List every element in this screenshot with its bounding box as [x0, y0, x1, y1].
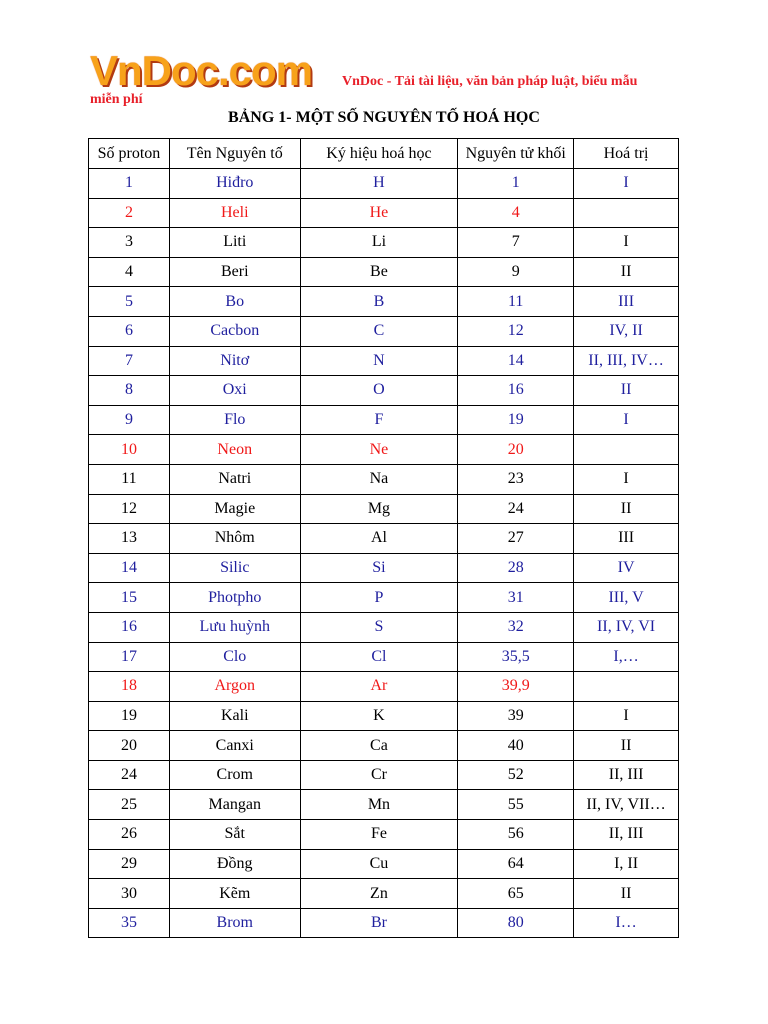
cell-atomic-mass: 23: [458, 464, 574, 494]
cell-symbol: Cr: [300, 760, 458, 790]
cell-name: Beri: [169, 257, 300, 287]
cell-proton: 19: [89, 701, 170, 731]
cell-name: Clo: [169, 642, 300, 672]
cell-name: Natri: [169, 464, 300, 494]
table-row: [89, 553, 679, 583]
cell-symbol: Be: [300, 257, 458, 287]
cell-valence: II, III: [574, 760, 679, 790]
table-row: [89, 849, 679, 879]
table-row: [89, 642, 679, 672]
cell-valence: II, IV, VII…: [574, 790, 679, 820]
cell-valence: I: [574, 405, 679, 435]
cell-proton: 17: [89, 642, 170, 672]
cell-atomic-mass: 31: [458, 583, 574, 613]
cell-name: Heli: [169, 198, 300, 228]
cell-atomic-mass: 56: [458, 820, 574, 850]
table-row: [89, 908, 679, 938]
cell-valence: II, III: [574, 820, 679, 850]
table-row: [89, 524, 679, 554]
cell-proton: 3: [89, 228, 170, 258]
cell-name: Photpho: [169, 583, 300, 613]
column-header-symbol: Ký hiệu hoá học: [300, 139, 458, 169]
cell-valence: III, V: [574, 583, 679, 613]
cell-name: Magie: [169, 494, 300, 524]
cell-symbol: Ca: [300, 731, 458, 761]
cell-valence: [574, 672, 679, 702]
cell-symbol: H: [300, 169, 458, 199]
cell-valence: II, III, IV…: [574, 346, 679, 376]
cell-symbol: Mg: [300, 494, 458, 524]
cell-proton: 10: [89, 435, 170, 465]
cell-atomic-mass: 52: [458, 760, 574, 790]
cell-proton: 15: [89, 583, 170, 613]
cell-atomic-mass: 64: [458, 849, 574, 879]
cell-name: Mangan: [169, 790, 300, 820]
table-row: [89, 169, 679, 199]
cell-symbol: Ar: [300, 672, 458, 702]
cell-atomic-mass: 1: [458, 169, 574, 199]
cell-name: Silic: [169, 553, 300, 583]
cell-proton: 26: [89, 820, 170, 850]
cell-valence: III: [574, 287, 679, 317]
cell-name: Liti: [169, 228, 300, 258]
cell-name: Oxi: [169, 376, 300, 406]
cell-proton: 18: [89, 672, 170, 702]
cell-symbol: C: [300, 316, 458, 346]
table-row: [89, 464, 679, 494]
cell-atomic-mass: 40: [458, 731, 574, 761]
table-row: [89, 731, 679, 761]
cell-proton: 13: [89, 524, 170, 554]
cell-name: Canxi: [169, 731, 300, 761]
column-header-name: Tên Nguyên tố: [169, 139, 300, 169]
cell-atomic-mass: 20: [458, 435, 574, 465]
cell-valence: I: [574, 701, 679, 731]
cell-valence: I…: [574, 908, 679, 938]
cell-atomic-mass: 14: [458, 346, 574, 376]
table-row: [89, 287, 679, 317]
cell-name: Argon: [169, 672, 300, 702]
cell-proton: 30: [89, 879, 170, 909]
cell-valence: I,…: [574, 642, 679, 672]
table-row: [89, 198, 679, 228]
cell-proton: 20: [89, 731, 170, 761]
cell-name: Kali: [169, 701, 300, 731]
cell-proton: 25: [89, 790, 170, 820]
cell-proton: 14: [89, 553, 170, 583]
table-row: [89, 583, 679, 613]
cell-atomic-mass: 19: [458, 405, 574, 435]
cell-proton: 35: [89, 908, 170, 938]
table-row: [89, 376, 679, 406]
cell-symbol: Al: [300, 524, 458, 554]
cell-symbol: Br: [300, 908, 458, 938]
cell-name: Neon: [169, 435, 300, 465]
cell-valence: [574, 435, 679, 465]
cell-proton: 12: [89, 494, 170, 524]
cell-valence: II: [574, 376, 679, 406]
cell-proton: 4: [89, 257, 170, 287]
cell-proton: 16: [89, 612, 170, 642]
cell-proton: 24: [89, 760, 170, 790]
cell-atomic-mass: 28: [458, 553, 574, 583]
cell-valence: [574, 198, 679, 228]
table-row: [89, 879, 679, 909]
cell-valence: II: [574, 494, 679, 524]
column-header-atomic-mass: Nguyên tử khối: [458, 139, 574, 169]
cell-symbol: N: [300, 346, 458, 376]
cell-name: Đồng: [169, 849, 300, 879]
cell-name: Lưu huỳnh: [169, 612, 300, 642]
cell-name: Cacbon: [169, 316, 300, 346]
cell-name: Kẽm: [169, 879, 300, 909]
cell-name: Brom: [169, 908, 300, 938]
cell-symbol: Si: [300, 553, 458, 583]
cell-valence: II: [574, 879, 679, 909]
table-row: [89, 790, 679, 820]
cell-valence: I: [574, 169, 679, 199]
cell-atomic-mass: 32: [458, 612, 574, 642]
cell-name: Nitơ: [169, 346, 300, 376]
cell-proton: 2: [89, 198, 170, 228]
table-title: BẢNG 1- MỘT SỐ NGUYÊN TỐ HOÁ HỌC: [228, 109, 540, 126]
table-row: [89, 435, 679, 465]
cell-atomic-mass: 24: [458, 494, 574, 524]
cell-atomic-mass: 16: [458, 376, 574, 406]
cell-symbol: S: [300, 612, 458, 642]
table-row: [89, 701, 679, 731]
cell-valence: I: [574, 464, 679, 494]
header-tagline: VnDoc - Tải tài liệu, văn bản pháp luật, biểu mẫu: [342, 74, 638, 89]
cell-proton: 1: [89, 169, 170, 199]
cell-valence: IV: [574, 553, 679, 583]
table-header-row: [89, 139, 679, 169]
cell-atomic-mass: 65: [458, 879, 574, 909]
table-row: [89, 672, 679, 702]
cell-valence: II: [574, 731, 679, 761]
cell-symbol: Cu: [300, 849, 458, 879]
cell-symbol: B: [300, 287, 458, 317]
cell-atomic-mass: 7: [458, 228, 574, 258]
cell-symbol: Ne: [300, 435, 458, 465]
cell-atomic-mass: 4: [458, 198, 574, 228]
cell-atomic-mass: 27: [458, 524, 574, 554]
cell-name: Flo: [169, 405, 300, 435]
cell-name: Sắt: [169, 820, 300, 850]
cell-symbol: Li: [300, 228, 458, 258]
cell-name: Hiđro: [169, 169, 300, 199]
cell-valence: III: [574, 524, 679, 554]
table-row: [89, 612, 679, 642]
cell-atomic-mass: 12: [458, 316, 574, 346]
cell-name: Nhôm: [169, 524, 300, 554]
table-row: [89, 760, 679, 790]
cell-proton: 7: [89, 346, 170, 376]
table-row: [89, 494, 679, 524]
table-row: [89, 346, 679, 376]
cell-valence: I: [574, 228, 679, 258]
vndoc-logo[interactable]: VnDoc.com: [90, 47, 313, 94]
cell-valence: II: [574, 257, 679, 287]
cell-proton: 5: [89, 287, 170, 317]
cell-symbol: Mn: [300, 790, 458, 820]
cell-valence: IV, II: [574, 316, 679, 346]
cell-atomic-mass: 39: [458, 701, 574, 731]
table-row: [89, 316, 679, 346]
table-row: [89, 820, 679, 850]
table-row: [89, 257, 679, 287]
cell-symbol: K: [300, 701, 458, 731]
cell-symbol: O: [300, 376, 458, 406]
cell-atomic-mass: 39,9: [458, 672, 574, 702]
table-row: [89, 228, 679, 258]
column-header-valence: Hoá trị: [574, 139, 679, 169]
cell-proton: 6: [89, 316, 170, 346]
cell-proton: 11: [89, 464, 170, 494]
cell-symbol: F: [300, 405, 458, 435]
cell-symbol: Zn: [300, 879, 458, 909]
cell-name: Bo: [169, 287, 300, 317]
cell-atomic-mass: 80: [458, 908, 574, 938]
cell-atomic-mass: 11: [458, 287, 574, 317]
cell-proton: 29: [89, 849, 170, 879]
cell-atomic-mass: 9: [458, 257, 574, 287]
cell-proton: 8: [89, 376, 170, 406]
cell-symbol: Cl: [300, 642, 458, 672]
column-header-proton: Số proton: [89, 139, 170, 169]
cell-valence: II, IV, VI: [574, 612, 679, 642]
cell-proton: 9: [89, 405, 170, 435]
cell-name: Crom: [169, 760, 300, 790]
elements-table: [88, 138, 679, 938]
cell-symbol: Na: [300, 464, 458, 494]
cell-symbol: He: [300, 198, 458, 228]
cell-atomic-mass: 55: [458, 790, 574, 820]
header-tagline-continued: miễn phí: [90, 92, 143, 107]
cell-symbol: Fe: [300, 820, 458, 850]
cell-atomic-mass: 35,5: [458, 642, 574, 672]
table-row: [89, 405, 679, 435]
cell-symbol: P: [300, 583, 458, 613]
cell-valence: I, II: [574, 849, 679, 879]
